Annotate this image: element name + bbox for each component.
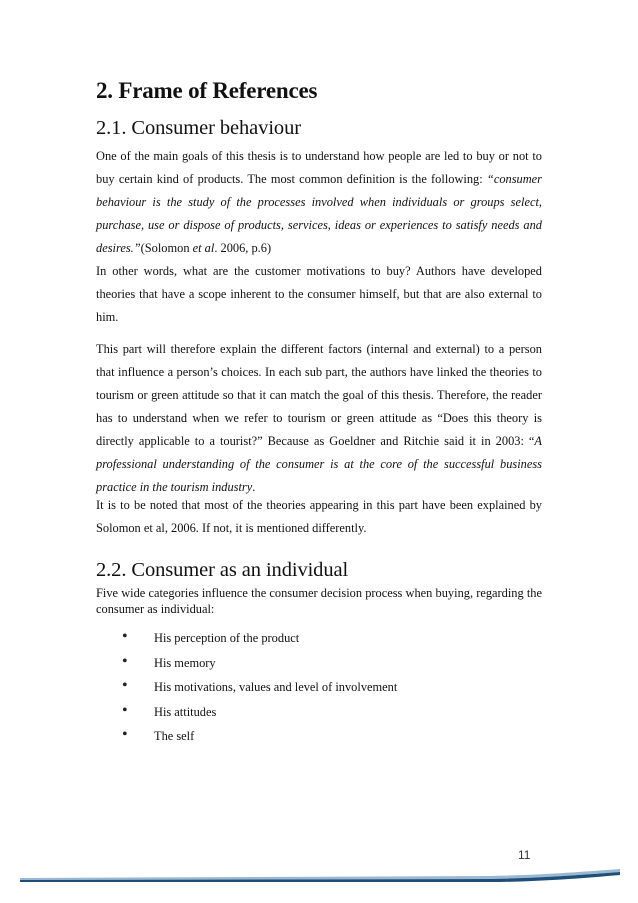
text-run: One of the main goals of this thesis is to understand how people are led to buy or not to buy certain kind of products. The most common definition is the following: [96,149,542,186]
list-item: • His perception of the product [120,626,397,651]
italic-text-run: “consumer behaviour is the study of the processes involved when individuals or groups select, purchase, use or dispose of products, services, ideas or experiences to satisfy needs and desires.” [96,172,542,255]
page-number: 11 [518,848,531,862]
italic-text-run: A professional understanding of the consumer is at the core of the successful business practice in the tourism industry [96,434,542,494]
bullet-icon: • [122,677,128,695]
footer-swoosh [20,866,620,882]
list-item: • His attitudes [120,700,397,725]
text-run: This part will therefore explain the different factors (internal and external) to a person that influence a person’s choices. In each sub part, the authors have linked the theories to tourism or green attitude so that it can match the goal of this thesis. Therefore, the reader has to understand when we refer to tourism or green attitude as “Does this theory is directly applicable to a tourist?” Because as Goeldner and Ritchie said it in 2003: “ [96,342,542,448]
bullet-icon: • [122,652,128,670]
category-list [120,626,397,749]
paragraph-motivations: In other words, what are the customer motivations to buy? Authors have developed theories that have a scope inherent to the consumer himself, but that are also external to him. [96,264,542,324]
bullet-icon: • [122,726,128,744]
bullet-icon: • [122,628,128,645]
paragraph-definition [96,145,542,260]
text-run: . [252,480,256,494]
italic-text-run: et al [192,241,215,255]
text-run: (Solomon [140,241,193,255]
list-item: • His motivations, values and level of involvement [120,675,397,700]
section-heading-consumer-individual: 2.2. Consumer as an individual [96,559,349,581]
list-item: • His memory [120,651,397,676]
text-run: . 2006, p.6) [214,241,272,255]
paragraph-factors [96,338,542,499]
list-item: • The self [120,724,397,749]
bullet-icon: • [122,701,128,719]
paragraph-categories: Five wide categories influence the consumer decision process when buying, regarding the consumer as individual: [96,586,542,616]
chapter-heading: 2. Frame of References [96,78,318,103]
paragraph-note: It is to be noted that most of the theories appearing in this part have been explained by Solomon et al, 2006. If not, it is mentioned differently. [96,498,542,535]
section-heading-consumer-behaviour: 2.1. Consumer behaviour [96,117,301,139]
